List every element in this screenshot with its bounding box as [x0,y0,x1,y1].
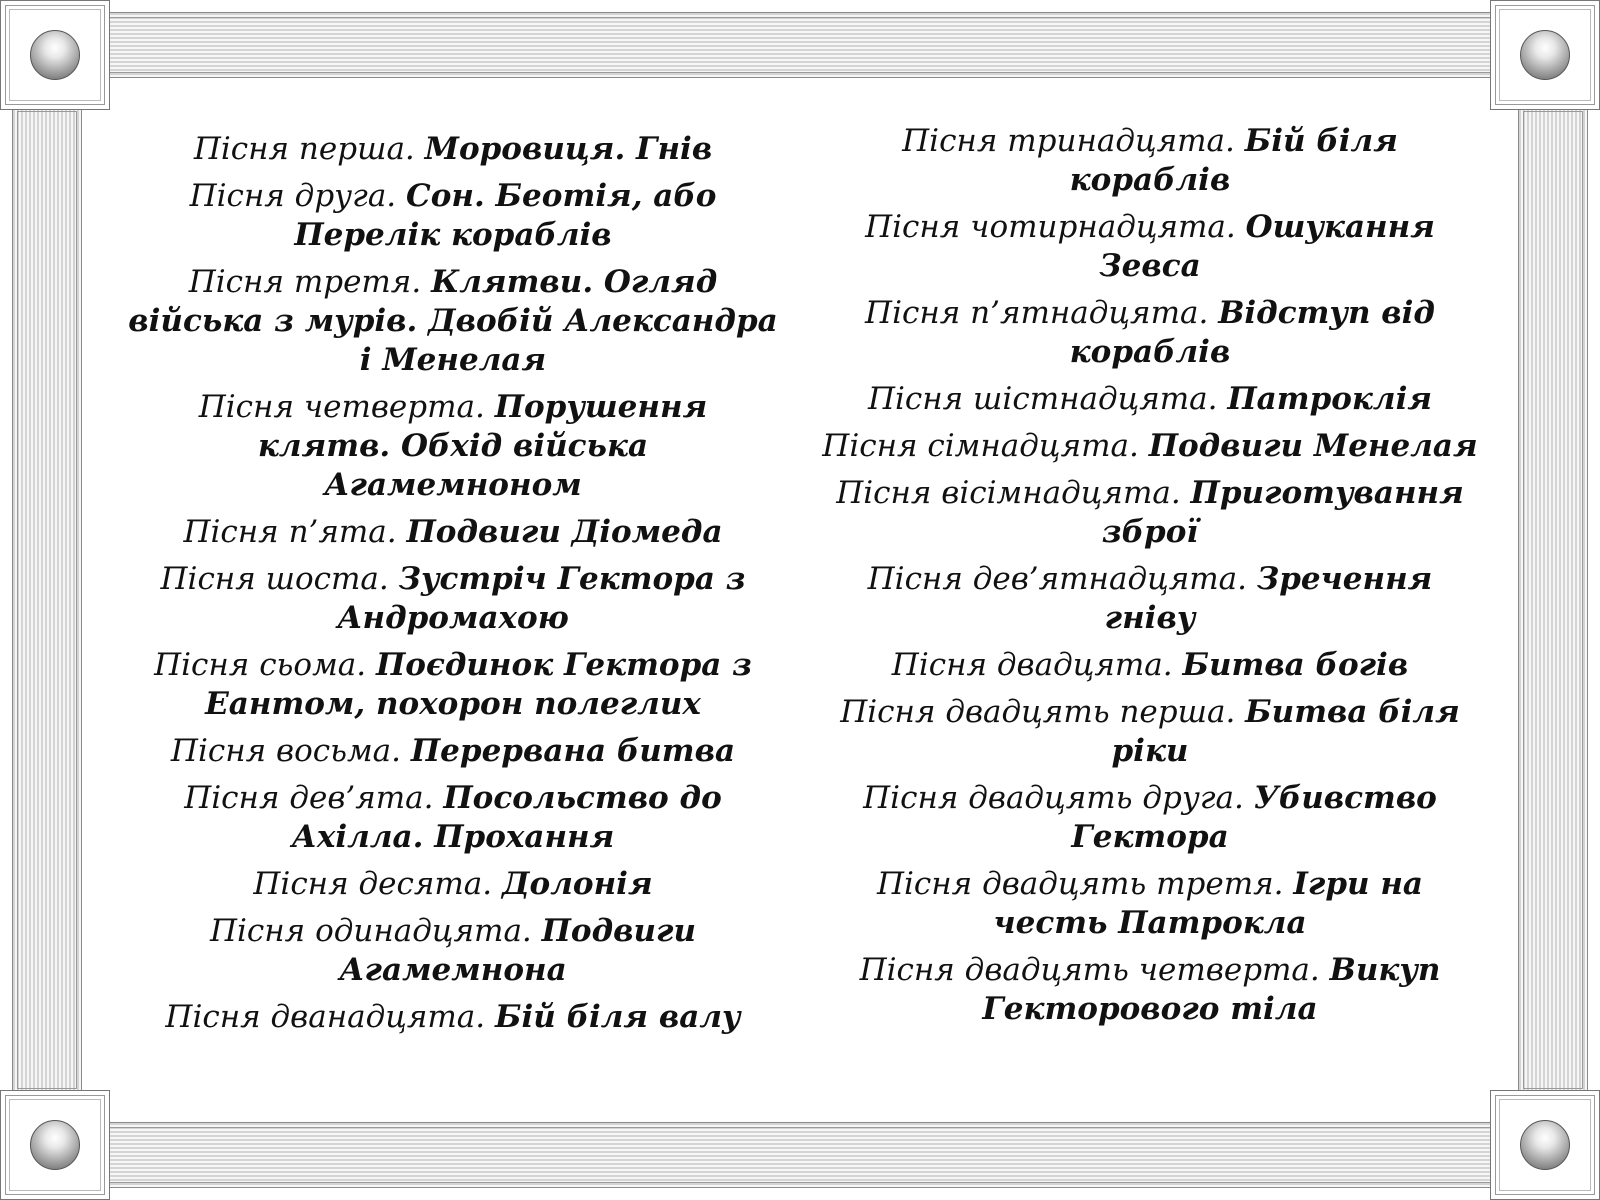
song-number: Пісня двадцять перша. [840,694,1236,730]
song-number: Пісня двадцять третя. [876,866,1284,902]
song-number: Пісня друга. [189,178,397,214]
song-title: Подвиги Менелая [1148,428,1478,464]
song-title: Зустріч Гектора з Андромахою [337,561,746,636]
song-number: Пісня дев’ята. [184,780,434,816]
song-title: Поєдинок Гектора з Еантом, похорон полеглих [205,647,752,722]
song-entry [128,865,778,904]
frame-left-bar [12,106,82,1094]
song-title: Подвиги Агамемнона [339,913,697,988]
song-number: Пісня чотирнадцята. [865,209,1236,245]
song-title: Клятви. Огляд війська з мурів. Двобій Александра і Менелая [128,264,778,378]
song-number: Пісня перша. [193,131,415,167]
song-entry [820,865,1480,943]
frame-corner-top-left [0,0,110,110]
song-entry [128,513,778,552]
song-entry [128,177,778,255]
corner-knob-icon [30,30,80,80]
song-entry [820,951,1480,1029]
corner-knob-icon [1520,1120,1570,1170]
song-number: Пісня двадцять четверта. [859,952,1320,988]
song-title: Бій біля кораблів [1069,123,1398,198]
song-number: Пісня дванадцята. [165,999,486,1035]
song-entry [128,560,778,638]
song-title: Битва біля ріки [1111,694,1460,769]
songs-list-left [128,130,778,1045]
song-entry [128,779,778,857]
song-entry [128,732,778,771]
song-title: Викуп Гекторового тіла [982,952,1441,1027]
song-title: Відступ від кораблів [1069,295,1435,370]
song-number: Пісня сьома. [154,647,367,683]
song-entry [820,693,1480,771]
song-number: Пісня восьма. [170,733,402,769]
song-title: Посольство до Ахілла. Прохання [291,780,722,855]
song-number: Пісня сімнадцята. [822,428,1139,464]
song-entry [820,646,1480,685]
song-number: Пісня одинадцята. [209,913,532,949]
song-title: Приготування зброї [1101,475,1464,550]
song-number: Пісня шоста. [160,561,389,597]
song-title: Зречення гніву [1104,561,1433,636]
song-title: Ігри на честь Патрокла [993,866,1424,941]
song-entry [820,208,1480,286]
song-number: Пісня десята. [253,866,493,902]
song-number: Пісня шістнадцята. [867,381,1218,417]
frame-corner-top-right [1490,0,1600,110]
song-entry [820,427,1480,466]
song-title: Моровиця. Гнів [424,131,713,167]
song-number: Пісня п’ятнадцята. [865,295,1209,331]
song-entry [128,130,778,169]
song-entry [820,122,1480,200]
song-title: Подвиги Діомеда [406,514,723,550]
song-number: Пісня третя. [188,264,422,300]
song-entry [820,380,1480,419]
song-entry [128,263,778,380]
frame-corner-bottom-right [1490,1090,1600,1200]
song-title: Порушення клятв. Обхід війська Агамемноном [257,389,708,503]
frame-right-bar [1518,106,1588,1094]
corner-knob-icon [30,1120,80,1170]
song-number: Пісня п’ята. [183,514,397,550]
song-entry [820,560,1480,638]
song-title: Сон. Беотія, або Перелік кораблів [294,178,717,253]
frame-corner-bottom-left [0,1090,110,1200]
song-entry [820,294,1480,372]
song-entry [128,912,778,990]
song-entry [820,474,1480,552]
song-number: Пісня четверта. [198,389,485,425]
song-title: Долонія [501,866,653,902]
frame-top-bar [104,12,1496,78]
song-number: Пісня дев’ятнадцята. [867,561,1247,597]
song-number: Пісня вісімнадцята. [836,475,1181,511]
song-entry [128,998,778,1037]
song-number: Пісня двадцята. [891,647,1173,683]
song-entry [820,779,1480,857]
song-title: Битва богів [1182,647,1409,683]
songs-list-right [820,122,1480,1037]
song-title: Ошукання Зевса [1099,209,1435,284]
song-entry [128,646,778,724]
corner-knob-icon [1520,30,1570,80]
song-entry [128,388,778,505]
song-number: Пісня тринадцята. [902,123,1235,159]
song-title: Патроклія [1227,381,1433,417]
song-title: Убивство Гектора [1071,780,1437,855]
frame-bottom-bar [104,1122,1496,1188]
song-number: Пісня двадцять друга. [863,780,1244,816]
song-title: Бій біля валу [494,999,741,1035]
song-title: Перервана битва [410,733,736,769]
